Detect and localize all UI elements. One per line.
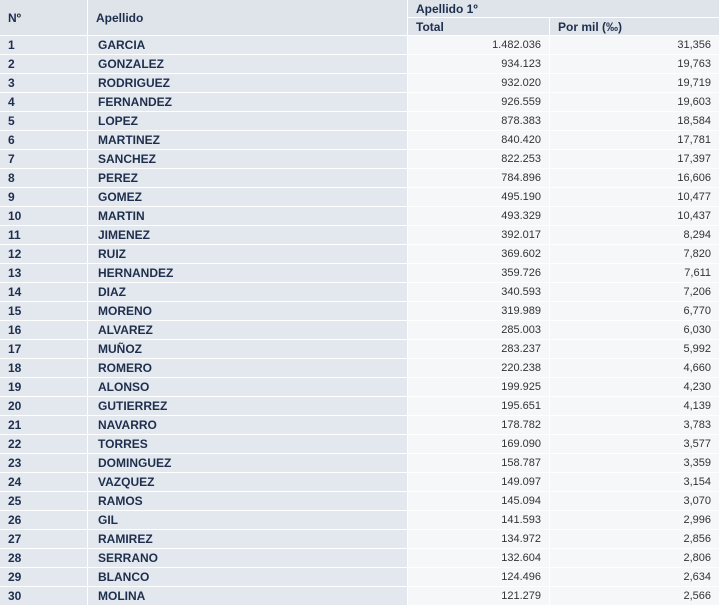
header-total: Total [408, 18, 550, 36]
row-number: 28 [0, 549, 88, 568]
row-surname: PEREZ [88, 169, 408, 188]
row-total: 359.726 [408, 264, 550, 283]
row-per-mil: 7,611 [550, 264, 720, 283]
row-total: 195.651 [408, 397, 550, 416]
row-number: 16 [0, 321, 88, 340]
row-number: 17 [0, 340, 88, 359]
table-body [0, 36, 720, 606]
row-surname: VAZQUEZ [88, 473, 408, 492]
row-per-mil: 4,660 [550, 359, 720, 378]
row-per-mil: 16,606 [550, 169, 720, 188]
row-surname: RODRIGUEZ [88, 74, 408, 93]
row-number: 14 [0, 283, 88, 302]
row-surname: GUTIERREZ [88, 397, 408, 416]
table-row [0, 321, 720, 340]
table-row [0, 112, 720, 131]
row-number: 19 [0, 378, 88, 397]
row-surname: ALVAREZ [88, 321, 408, 340]
row-total: 178.782 [408, 416, 550, 435]
row-number: 22 [0, 435, 88, 454]
row-per-mil: 2,634 [550, 568, 720, 587]
table-row [0, 359, 720, 378]
row-surname: RUIZ [88, 245, 408, 264]
row-per-mil: 6,770 [550, 302, 720, 321]
row-total: 369.602 [408, 245, 550, 264]
row-total: 141.593 [408, 511, 550, 530]
table-row [0, 150, 720, 169]
row-per-mil: 3,577 [550, 435, 720, 454]
row-total: 132.604 [408, 549, 550, 568]
row-total: 878.383 [408, 112, 550, 131]
row-surname: GOMEZ [88, 188, 408, 207]
row-number: 2 [0, 55, 88, 74]
row-total: 199.925 [408, 378, 550, 397]
row-surname: GONZALEZ [88, 55, 408, 74]
row-total: 134.972 [408, 530, 550, 549]
row-number: 21 [0, 416, 88, 435]
row-number: 7 [0, 150, 88, 169]
table-row [0, 226, 720, 245]
row-number: 12 [0, 245, 88, 264]
row-total: 319.989 [408, 302, 550, 321]
row-number: 18 [0, 359, 88, 378]
row-total: 285.003 [408, 321, 550, 340]
header-surname: Apellido [88, 0, 408, 36]
row-surname: TORRES [88, 435, 408, 454]
table-row [0, 530, 720, 549]
row-number: 1 [0, 36, 88, 55]
row-per-mil: 3,783 [550, 416, 720, 435]
row-surname: MARTINEZ [88, 131, 408, 150]
row-per-mil: 3,359 [550, 454, 720, 473]
row-total: 934.123 [408, 55, 550, 74]
table-row [0, 207, 720, 226]
row-surname: GIL [88, 511, 408, 530]
row-total: 932.020 [408, 74, 550, 93]
row-surname: RAMIREZ [88, 530, 408, 549]
table-row [0, 587, 720, 606]
row-total: 392.017 [408, 226, 550, 245]
table-row [0, 568, 720, 587]
row-total: 149.097 [408, 473, 550, 492]
header-num: Nº [0, 0, 88, 36]
row-total: 169.090 [408, 435, 550, 454]
row-number: 29 [0, 568, 88, 587]
row-per-mil: 17,781 [550, 131, 720, 150]
table-row [0, 169, 720, 188]
table-row [0, 36, 720, 55]
table-row [0, 245, 720, 264]
row-number: 6 [0, 131, 88, 150]
row-number: 24 [0, 473, 88, 492]
header-group: Apellido 1º [408, 0, 720, 18]
row-surname: ALONSO [88, 378, 408, 397]
table-row [0, 549, 720, 568]
row-surname: SERRANO [88, 549, 408, 568]
row-number: 10 [0, 207, 88, 226]
row-per-mil: 31,356 [550, 36, 720, 55]
table-row [0, 55, 720, 74]
row-surname: MUÑOZ [88, 340, 408, 359]
table-row [0, 416, 720, 435]
row-per-mil: 8,294 [550, 226, 720, 245]
row-per-mil: 2,856 [550, 530, 720, 549]
row-number: 30 [0, 587, 88, 606]
table-row [0, 473, 720, 492]
table-row [0, 93, 720, 112]
row-surname: MARTIN [88, 207, 408, 226]
table-row [0, 74, 720, 93]
row-number: 11 [0, 226, 88, 245]
header-per-mil: Por mil (‰) [550, 18, 720, 36]
row-per-mil: 4,139 [550, 397, 720, 416]
row-total: 926.559 [408, 93, 550, 112]
row-per-mil: 10,437 [550, 207, 720, 226]
row-per-mil: 18,584 [550, 112, 720, 131]
row-per-mil: 2,996 [550, 511, 720, 530]
row-number: 15 [0, 302, 88, 321]
row-per-mil: 17,397 [550, 150, 720, 169]
row-number: 25 [0, 492, 88, 511]
row-total: 495.190 [408, 188, 550, 207]
row-total: 145.094 [408, 492, 550, 511]
table-row [0, 302, 720, 321]
row-total: 1.482.036 [408, 36, 550, 55]
row-surname: SANCHEZ [88, 150, 408, 169]
row-per-mil: 19,719 [550, 74, 720, 93]
row-surname: HERNANDEZ [88, 264, 408, 283]
row-surname: JIMENEZ [88, 226, 408, 245]
row-number: 26 [0, 511, 88, 530]
row-surname: DOMINGUEZ [88, 454, 408, 473]
row-total: 784.896 [408, 169, 550, 188]
row-number: 20 [0, 397, 88, 416]
table-header [0, 0, 720, 36]
row-number: 23 [0, 454, 88, 473]
row-per-mil: 7,206 [550, 283, 720, 302]
row-per-mil: 19,763 [550, 55, 720, 74]
row-total: 121.279 [408, 587, 550, 606]
row-surname: NAVARRO [88, 416, 408, 435]
row-surname: FERNANDEZ [88, 93, 408, 112]
row-per-mil: 3,070 [550, 492, 720, 511]
row-per-mil: 2,806 [550, 549, 720, 568]
row-total: 158.787 [408, 454, 550, 473]
row-surname: DIAZ [88, 283, 408, 302]
row-surname: GARCIA [88, 36, 408, 55]
row-total: 840.420 [408, 131, 550, 150]
row-total: 220.238 [408, 359, 550, 378]
row-surname: ROMERO [88, 359, 408, 378]
table-row [0, 492, 720, 511]
row-per-mil: 19,603 [550, 93, 720, 112]
table-row [0, 378, 720, 397]
row-number: 13 [0, 264, 88, 283]
table-row [0, 511, 720, 530]
row-per-mil: 7,820 [550, 245, 720, 264]
row-number: 3 [0, 74, 88, 93]
row-per-mil: 3,154 [550, 473, 720, 492]
row-number: 5 [0, 112, 88, 131]
table-row [0, 264, 720, 283]
row-total: 822.253 [408, 150, 550, 169]
row-per-mil: 6,030 [550, 321, 720, 340]
row-surname: MORENO [88, 302, 408, 321]
table-row [0, 397, 720, 416]
row-number: 4 [0, 93, 88, 112]
row-total: 124.496 [408, 568, 550, 587]
row-total: 283.237 [408, 340, 550, 359]
row-surname: MOLINA [88, 587, 408, 606]
row-per-mil: 5,992 [550, 340, 720, 359]
row-number: 9 [0, 188, 88, 207]
row-surname: LOPEZ [88, 112, 408, 131]
row-number: 27 [0, 530, 88, 549]
table-row [0, 435, 720, 454]
row-total: 340.593 [408, 283, 550, 302]
row-total: 493.329 [408, 207, 550, 226]
row-surname: RAMOS [88, 492, 408, 511]
table-row [0, 131, 720, 150]
row-surname: BLANCO [88, 568, 408, 587]
row-per-mil: 2,566 [550, 587, 720, 606]
row-number: 8 [0, 169, 88, 188]
row-per-mil: 10,477 [550, 188, 720, 207]
table-row [0, 283, 720, 302]
table-row [0, 454, 720, 473]
row-per-mil: 4,230 [550, 378, 720, 397]
table-row [0, 188, 720, 207]
table-row [0, 340, 720, 359]
